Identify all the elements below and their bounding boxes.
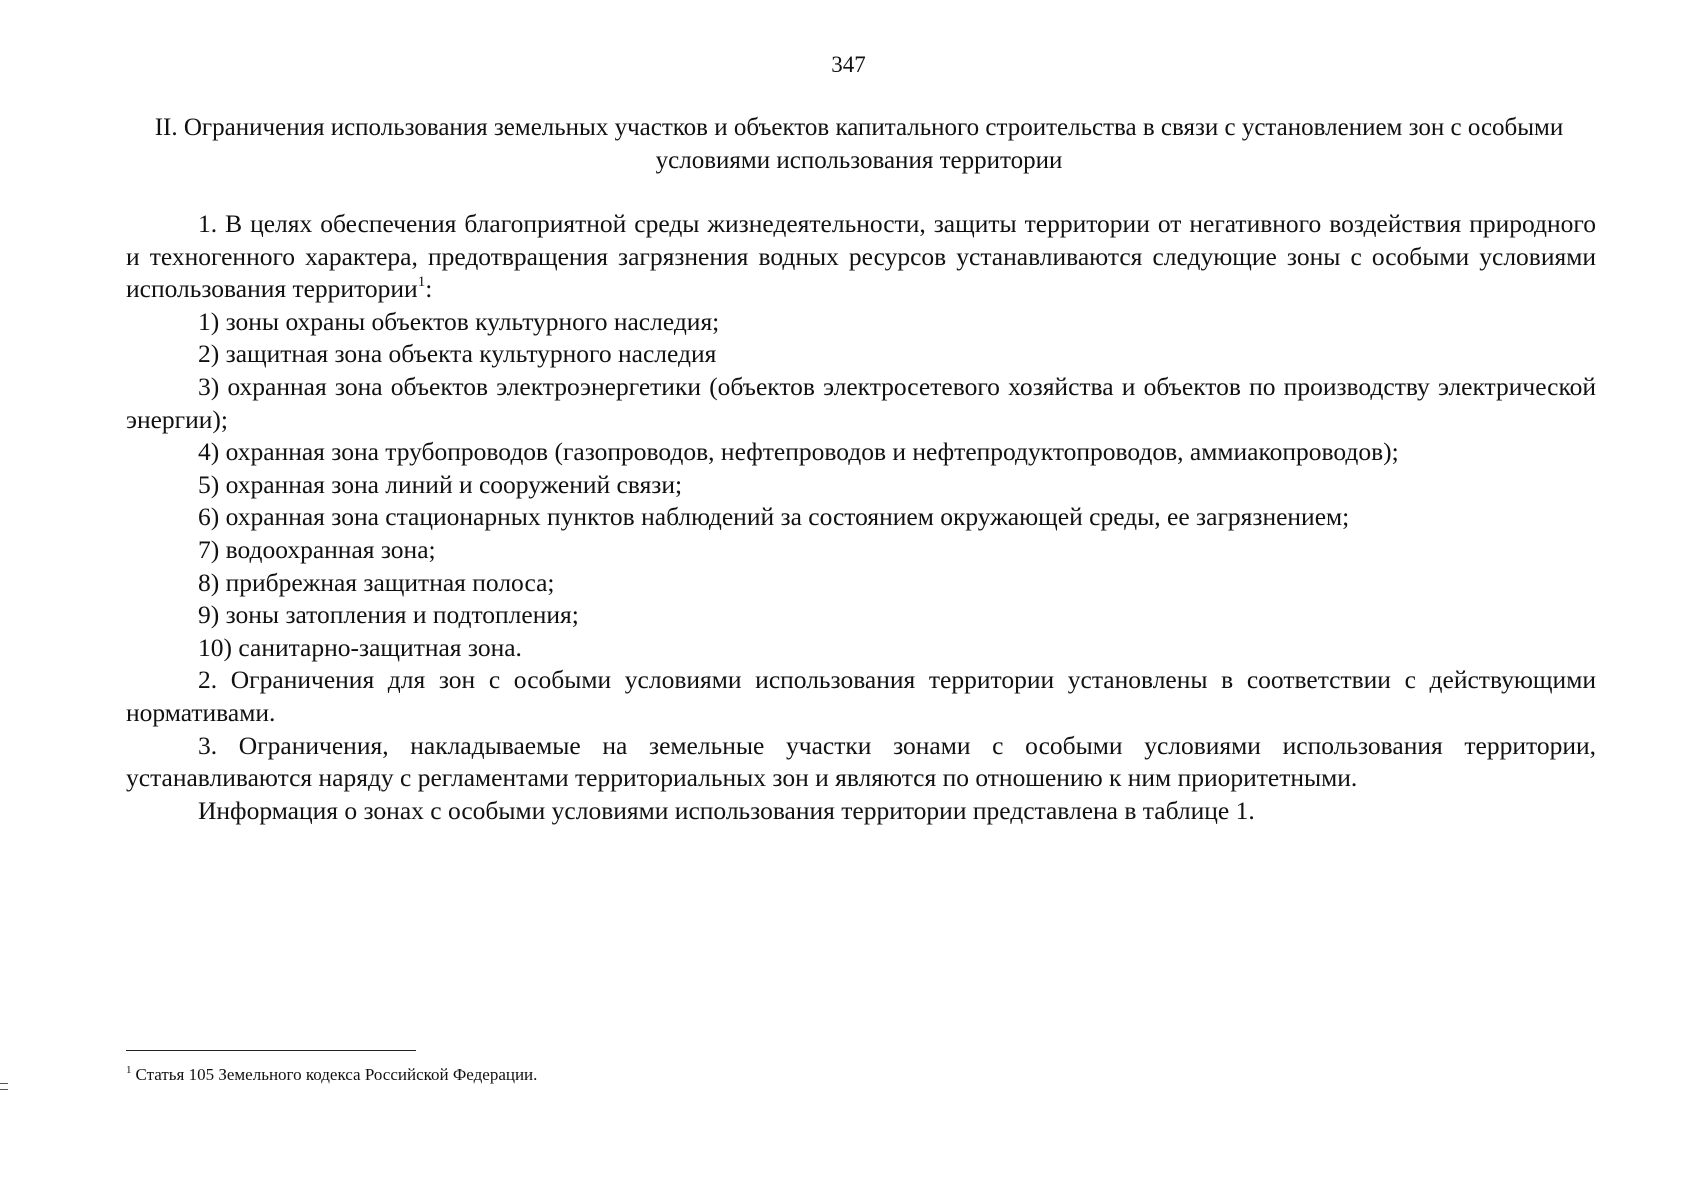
zone-list-item: 6) охранная зона стационарных пунктов наблюдений за состоянием окружающей среды, ее загрязнением; xyxy=(198,502,1350,532)
footnote xyxy=(126,1063,1026,1087)
scan-margin-mark xyxy=(0,1083,8,1090)
zone-list-item: 4) охранная зона трубопроводов (газопроводов, нефтепроводов и нефтепродуктопроводов, аммиакопроводов); xyxy=(198,437,1399,467)
paragraph-2: 2. Ограничения для зон с особыми условиями использования территории установлены в соответствии с действующими нормативами. xyxy=(126,665,1596,727)
paragraph-4: Информация о зонах с особыми условиями использования территории представлена в таблице 1. xyxy=(198,795,1255,825)
page-number: 347 xyxy=(831,52,866,77)
paragraph-3: 3. Ограничения, накладываемые на земельные участки зонами с особыми условиями использования территории, устанавливаются наряду с регламентами территориальных зон и являются по отношению к ним приоритетными. xyxy=(126,730,1596,793)
paragraph-1 xyxy=(126,208,1596,306)
zone-list-item: 1) зоны охраны объектов культурного наследия; xyxy=(198,306,720,336)
paragraph-1-text: 1. В целях обеспечения благоприятной среды жизнедеятельности, защиты территории от негативного воздействия природного и техногенного характера, предотвращения загрязнения водных ресурсов устанавливаются следующие зоны с особыми условиями использования территории xyxy=(126,209,1596,304)
section-title: II. Ограничения использования земельных участков и объектов капитального строительства в связи с установлением зон с особыми условиями использования территории xyxy=(154,114,1564,174)
paragraph-1-tail: : xyxy=(425,274,433,304)
zone-list-item: 7) водоохранная зона; xyxy=(198,534,436,564)
footnote-mark: 1 xyxy=(126,1064,132,1076)
zone-list-item: 8) прибрежная защитная полоса; xyxy=(198,567,555,597)
footnote-reference: 1 xyxy=(417,274,426,291)
zone-list-item: 5) охранная зона линий и сооружений связи; xyxy=(198,469,683,499)
footnote-divider xyxy=(126,1050,416,1051)
zone-list-item: 3) охранная зона объектов электроэнергетики (объектов электросетевого хозяйства и объектов по производству электрической энергии); xyxy=(126,371,1596,434)
zone-list-item: 10) санитарно-защитная зона. xyxy=(198,632,522,662)
zone-list-item: 9) зоны затопления и подтопления; xyxy=(198,600,579,630)
zone-list-item: 2) защитная зона объекта культурного наследия xyxy=(198,339,717,369)
document-body xyxy=(126,208,1596,827)
footnote-text: Статья 105 Земельного кодекса Российской Федерации. xyxy=(135,1065,538,1084)
